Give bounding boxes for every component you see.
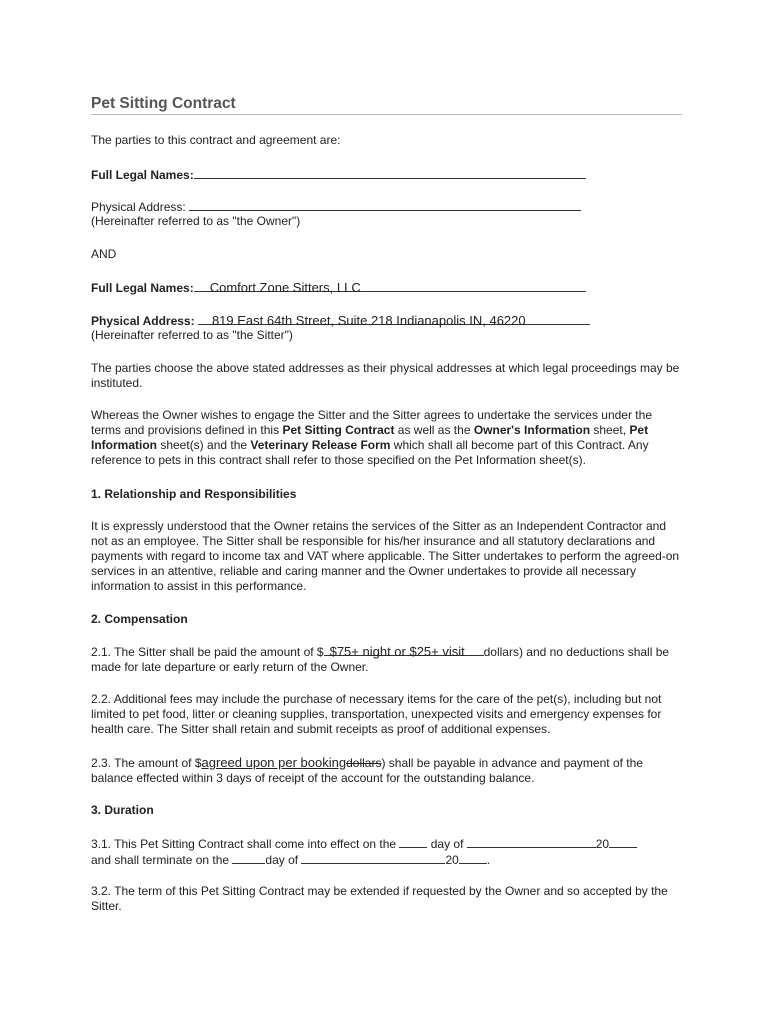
sitter-address-field[interactable]: 819 East 64th Street, Suite 218 Indianapolis IN, 46220 — [198, 313, 590, 329]
section-1-heading: 1. Relationship and Responsibilities — [91, 487, 297, 501]
owner-names-line — [91, 167, 683, 183]
advance-amount-field[interactable]: agreed upon per booking — [201, 755, 347, 770]
and-text: AND — [91, 247, 117, 261]
compensation-amount-field[interactable]: $75+ night or $25+ visit — [324, 644, 484, 660]
clause-3-2: 3.2. The term of this Pet Sitting Contract may be extended if requested by the Owner and so accepted by the Sitter. — [91, 884, 668, 913]
sitter-address-line — [91, 313, 683, 329]
start-day-field[interactable] — [399, 836, 427, 852]
section-3-heading: 3. Duration — [91, 803, 154, 817]
end-month-field[interactable] — [301, 852, 445, 868]
owner-names-field[interactable] — [194, 167, 586, 183]
clause-2-3: 2.3. The amount of $agreed upon per bookingdollars) shall be payable in advance and payment of the balance effected within 3 days of receipt of the account for the outstanding balance. — [91, 755, 643, 785]
sitter-names-line — [91, 280, 683, 296]
struck-dollars-text: dollars — [346, 756, 382, 770]
whereas-paragraph: Whereas the Owner wishes to engage the Sitter and the Sitter agrees to undertake the services under the terms and provisions defined in this Pet Sitting Contract as well as the Owner's Information sheet, Pet Information sheet(s) and the Veterinary Release Form which shall all become part of this Contract. Any reference to pets in this contract shall refer to those specified on the Pet Information sheet(s). — [91, 408, 652, 467]
clause-2-1: 2.1. The Sitter shall be paid the amount of $ $75+ night or $25+ visit dollars) and no deductions shall be made for late departure or early return of the Owner. — [91, 644, 670, 674]
sitter-names-field[interactable]: Comfort Zone Sitters, LLC — [194, 280, 586, 296]
addresses-paragraph: The parties choose the above stated addresses as their physical addresses at which legal proceedings may be instituted. — [91, 361, 680, 390]
end-day-field[interactable] — [232, 852, 265, 868]
clause-2-2: 2.2. Additional fees may include the purchase of necessary items for the care of the pet(s), including but not limited to pet food, litter or cleaning supplies, transportation, unexpected visits and emergency expenses for health care. The Sitter shall retain and submit receipts as proof of additional expenses. — [91, 692, 662, 736]
owner-names-label: Full Legal Names: — [91, 168, 194, 182]
owner-address-line — [91, 199, 683, 215]
end-year-field[interactable] — [459, 852, 487, 868]
start-year-field[interactable] — [609, 836, 637, 852]
owner-address-field[interactable] — [189, 199, 581, 215]
intro-text: The parties to this contract and agreement are: — [91, 133, 341, 147]
section-2-heading: 2. Compensation — [91, 612, 188, 626]
owner-referred-text: (Hereinafter referred to as "the Owner") — [91, 214, 301, 228]
clause-3-1: 3.1. This Pet Sitting Contract shall come into effect on the day of 20 and shall terminate on the day of 20 . — [91, 836, 683, 868]
sitter-address-label: Physical Address: — [91, 314, 195, 328]
sitter-names-label: Full Legal Names: — [91, 281, 194, 295]
page-title: Pet Sitting Contract — [91, 95, 682, 115]
sitter-referred-text: (Hereinafter referred to as "the Sitter") — [91, 328, 293, 342]
owner-address-label: Physical Address: — [91, 200, 186, 214]
section-1-text: It is expressly understood that the Owner retains the services of the Sitter as an Independent Contractor and not as an employee. The Sitter shall be responsible for his/her insurance and all statutory declarations and payments with regard to income tax and VAT where applicable. The Sitter undertakes to perform the agreed-on services in an attentive, reliable and caring manner and the Owner undertakes to provide all necessary information to assist in this performance. — [91, 519, 680, 593]
start-month-field[interactable] — [467, 836, 596, 852]
